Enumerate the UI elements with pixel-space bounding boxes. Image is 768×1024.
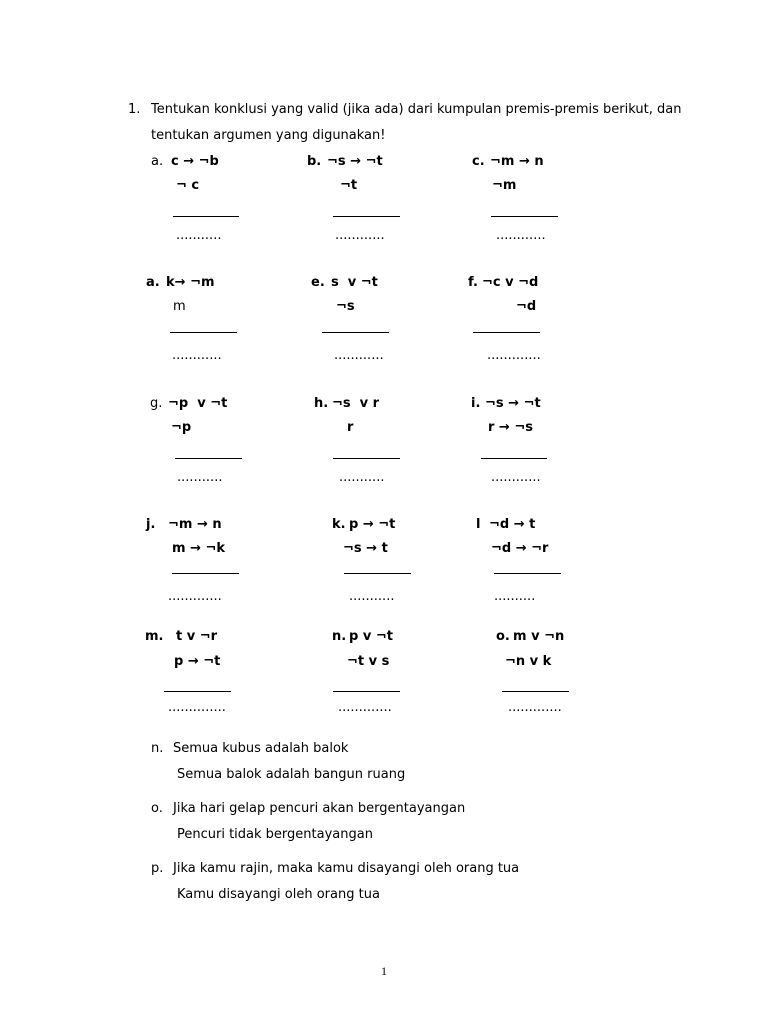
premise-1: ¬s v r (332, 396, 380, 411)
conclusion-line (173, 216, 239, 217)
argument-blank: ............ (335, 228, 385, 243)
premise-1: ¬p v ¬t (168, 396, 228, 411)
conclusion-line (481, 458, 547, 459)
premise-2: Kamu disayangi oleh orang tua (177, 887, 380, 902)
argument-blank: ............ (496, 228, 546, 243)
premise-2: ¬t v s (347, 654, 390, 669)
premise-1: ¬s → ¬t (485, 396, 541, 411)
argument-blank: .......... (494, 589, 536, 604)
conclusion-line (172, 573, 239, 574)
premise-2: p → ¬t (174, 654, 221, 669)
premise-1: Semua kubus adalah balok (173, 741, 349, 756)
question-text-line1: Tentukan konklusi yang valid (jika ada) dari kumpulan premis-premis berikut, dan (151, 102, 682, 117)
premise-2: ¬s → t (343, 541, 388, 556)
conclusion-line (333, 216, 400, 217)
premise-1: c → ¬b (171, 154, 219, 169)
argument-blank: ............. (168, 589, 222, 604)
problem-label: p. (151, 861, 164, 876)
premise-1: ¬d → t (489, 517, 536, 532)
argument-blank: ............ (334, 348, 384, 363)
problem-label: h. (314, 396, 329, 411)
premise-1: k→ ¬m (166, 275, 215, 290)
premise-2: ¬p (171, 420, 192, 435)
argument-blank: ........... (339, 470, 385, 485)
problem-label: f. (468, 275, 478, 290)
question-number: 1. (128, 102, 141, 117)
conclusion-line (344, 573, 411, 574)
problem-label: b. (307, 154, 322, 169)
argument-blank: ........... (176, 228, 222, 243)
problem-label: j. (146, 517, 156, 532)
problem-label: o. (496, 629, 510, 644)
conclusion-line (322, 332, 389, 333)
premise-1: p → ¬t (349, 517, 396, 532)
question-text-line2: tentukan argumen yang digunakan! (151, 128, 386, 143)
argument-blank: ............ (491, 470, 541, 485)
problem-label: a. (151, 154, 164, 169)
problem-label: e. (311, 275, 325, 290)
argument-blank: ........... (177, 470, 223, 485)
conclusion-line (494, 573, 561, 574)
premise-1: ¬s → ¬t (327, 154, 383, 169)
conclusion-line (502, 691, 569, 692)
problem-label: g. (150, 396, 163, 411)
conclusion-line (473, 332, 540, 333)
premise-2: ¬t (340, 178, 358, 193)
argument-blank: ............. (338, 700, 392, 715)
conclusion-line (175, 458, 242, 459)
premise-2: r → ¬s (488, 420, 533, 435)
argument-blank: ............ (172, 348, 222, 363)
conclusion-line (333, 458, 400, 459)
problem-label: a. (146, 275, 160, 290)
problem-label: i. (471, 396, 481, 411)
premise-2: ¬m (492, 178, 517, 193)
problem-label: n. (332, 629, 347, 644)
premise-2: ¬ c (176, 178, 200, 193)
premise-1: Jika kamu rajin, maka kamu disayangi oleh orang tua (173, 861, 520, 876)
argument-blank: .............. (168, 700, 226, 715)
page-number: 1 (381, 964, 387, 978)
premise-2: ¬s (336, 299, 355, 314)
premise-2: r (347, 420, 354, 435)
premise-1: ¬m → n (490, 154, 544, 169)
conclusion-line (164, 691, 231, 692)
premise-1: s v ¬t (331, 275, 378, 290)
problem-label: k. (332, 517, 346, 532)
conclusion-line (170, 332, 237, 333)
premise-1: ¬c v ¬d (482, 275, 539, 290)
premise-1: Jika hari gelap pencuri akan bergentayangan (173, 801, 466, 816)
conclusion-line (491, 216, 558, 217)
problem-label: c. (472, 154, 485, 169)
argument-blank: ........... (349, 589, 395, 604)
premise-1: p v ¬t (349, 629, 393, 644)
premise-2: Semua balok adalah bangun ruang (177, 767, 406, 782)
premise-2: Pencuri tidak bergentayangan (177, 827, 373, 842)
argument-blank: ............. (508, 700, 562, 715)
problem-label: l (476, 517, 481, 532)
premise-1: m v ¬n (513, 629, 565, 644)
premise-1: ¬m → n (168, 517, 222, 532)
premise-2: ¬n v k (505, 654, 552, 669)
problem-label: o. (151, 801, 163, 816)
premise-2: ¬d → ¬r (491, 541, 549, 556)
conclusion-line (333, 691, 400, 692)
premise-2: m (173, 299, 186, 314)
problem-label: m. (145, 629, 164, 644)
argument-blank: ............. (487, 348, 541, 363)
premise-1: t v ¬r (176, 629, 218, 644)
problem-label: n. (151, 741, 164, 756)
premise-2: ¬d (516, 299, 537, 314)
premise-2: m → ¬k (172, 541, 226, 556)
